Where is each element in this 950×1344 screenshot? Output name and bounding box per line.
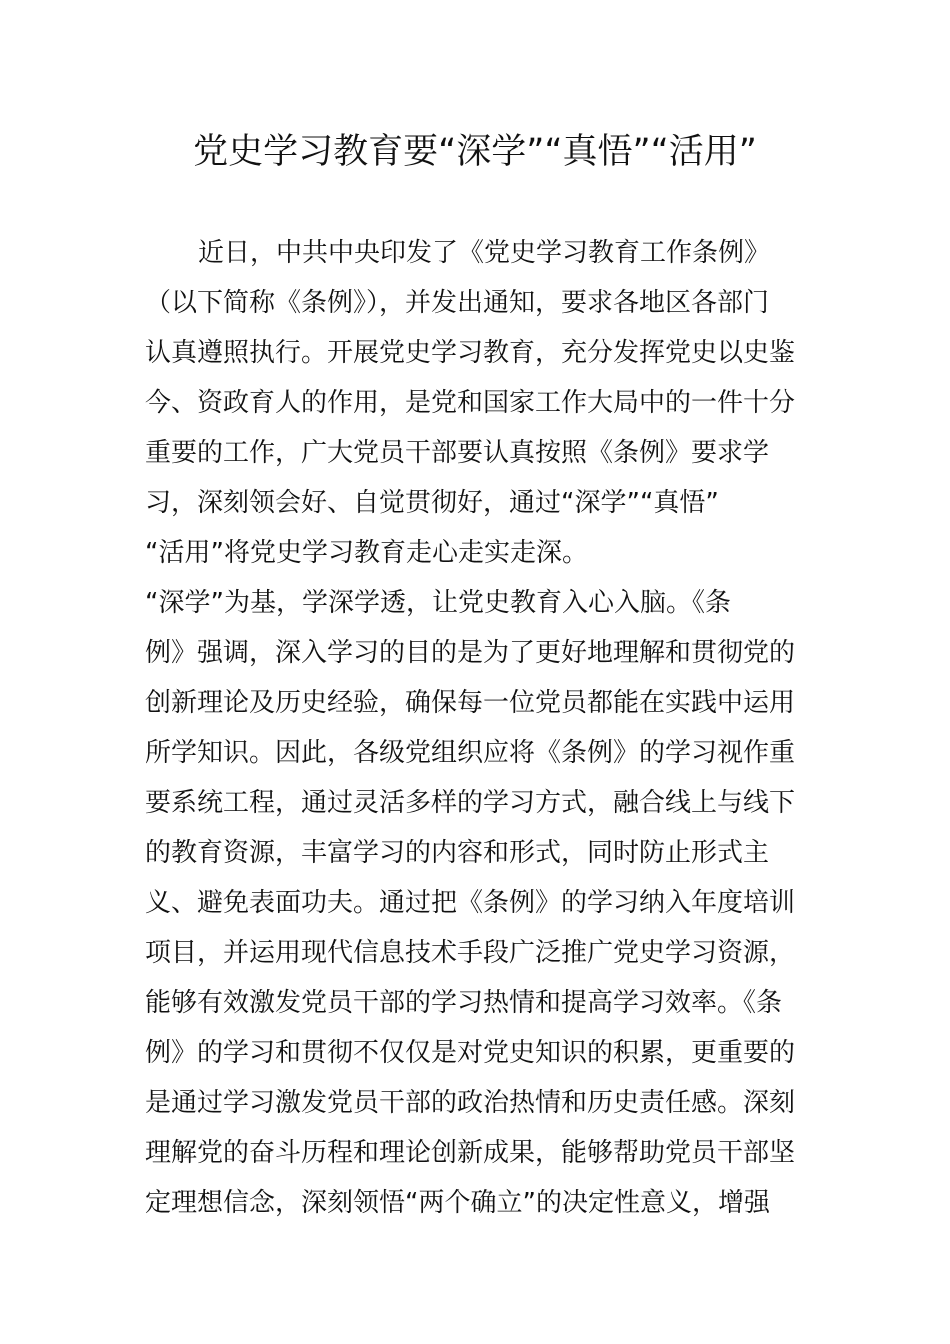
paragraph-line: 是通过学习激发党员干部的政治热情和历史责任感。深刻 [145,1088,796,1118]
paragraph-line: 要系统工程，通过灵活多样的学习方式，融合线上与线下 [145,788,796,818]
paragraph-line: 重要的工作，广大党员干部要认真按照《条例》要求学 [145,438,770,468]
paragraph-line: 例》的学习和贯彻不仅仅是对党史知识的积累，更重要的 [145,1038,796,1068]
paragraph-line: 今、资政育人的作用，是党和国家工作大局中的一件十分 [145,388,796,418]
paragraph-line: 理解党的奋斗历程和理论创新成果，能够帮助党员干部坚 [145,1138,796,1168]
paragraph-line: 义、避免表面功夫。通过把《条例》的学习纳入年度培训 [145,888,796,918]
paragraph-line: （以下简称《条例》），并发出通知，要求各地区各部门 [145,288,770,318]
paragraph-line: 例》强调，深入学习的目的是为了更好地理解和贯彻党的 [145,638,796,668]
paragraph-line: 近日，中共中央印发了《党史学习教育工作条例》 [198,238,771,268]
paragraph-line: “深学”为基，学深学透，让党史教育入心入脑。《条 [145,588,731,618]
paragraph-line: 习，深刻领会好、自觉贯彻好，通过“深学”“真悟” [145,488,719,518]
paragraph-line: 创新理论及历史经验，确保每一位党员都能在实践中运用 [145,688,796,718]
paragraph-line: 的教育资源，丰富学习的内容和形式，同时防止形式主 [145,838,770,868]
paragraph-line: 能够有效激发党员干部的学习热情和提高学习效率。《条 [145,988,783,1018]
paragraph-line: 认真遵照执行。开展党史学习教育，充分发挥党史以史鉴 [145,338,796,368]
paragraph-line: 项目，并运用现代信息技术手段广泛推广党史学习资源， [145,938,796,968]
paragraph-line: 定理想信念，深刻领悟“两个确立”的决定性意义，增强 [145,1188,770,1218]
document-title: 党史学习教育要“深学”“真悟”“活用” [193,132,757,172]
paragraph-line: 所学知识。因此，各级党组织应将《条例》的学习视作重 [145,738,796,768]
paragraph-line: “活用”将党史学习教育走心走实走深。 [145,538,588,568]
